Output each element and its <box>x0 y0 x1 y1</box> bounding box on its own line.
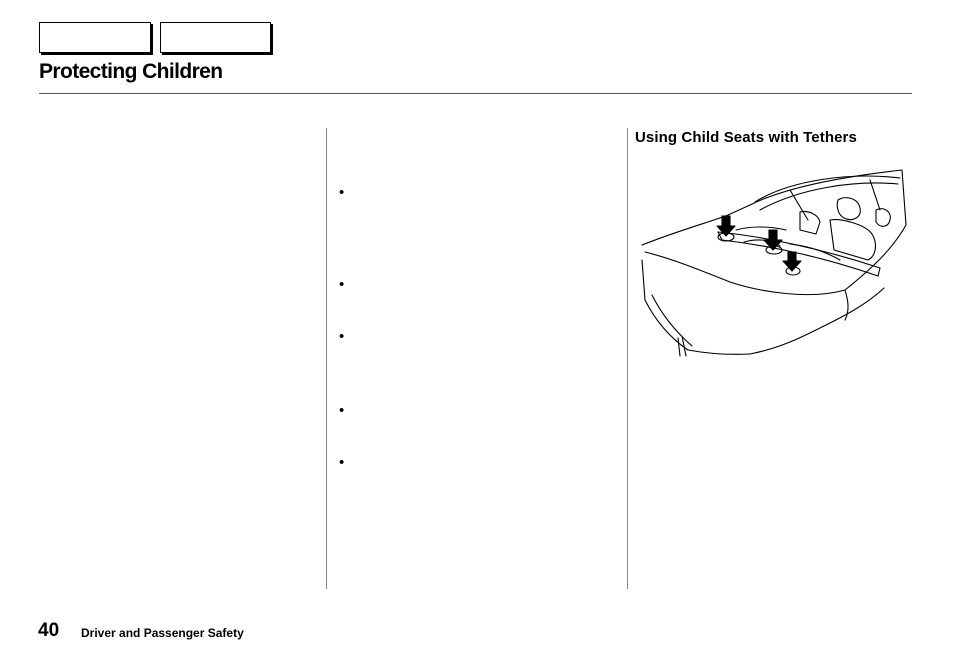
bullet-4: • <box>339 402 345 419</box>
column-divider-left <box>326 128 327 589</box>
page-title: Protecting Children <box>39 60 223 83</box>
bullet-2: • <box>339 276 345 293</box>
page-number: 40 <box>38 620 60 641</box>
previous-page-nav-box[interactable] <box>39 22 151 53</box>
bullet-3: • <box>339 328 345 345</box>
footer-section-name: Driver and Passenger Safety <box>81 626 244 640</box>
bullet-5: • <box>339 454 345 471</box>
bullet-1: • <box>339 184 345 201</box>
title-divider <box>39 93 912 94</box>
next-page-nav-box[interactable] <box>160 22 271 53</box>
section-heading: Using Child Seats with Tethers <box>635 129 857 146</box>
column-divider-right <box>627 128 628 589</box>
car-rear-seat-tether-anchors-illustration <box>640 160 912 365</box>
